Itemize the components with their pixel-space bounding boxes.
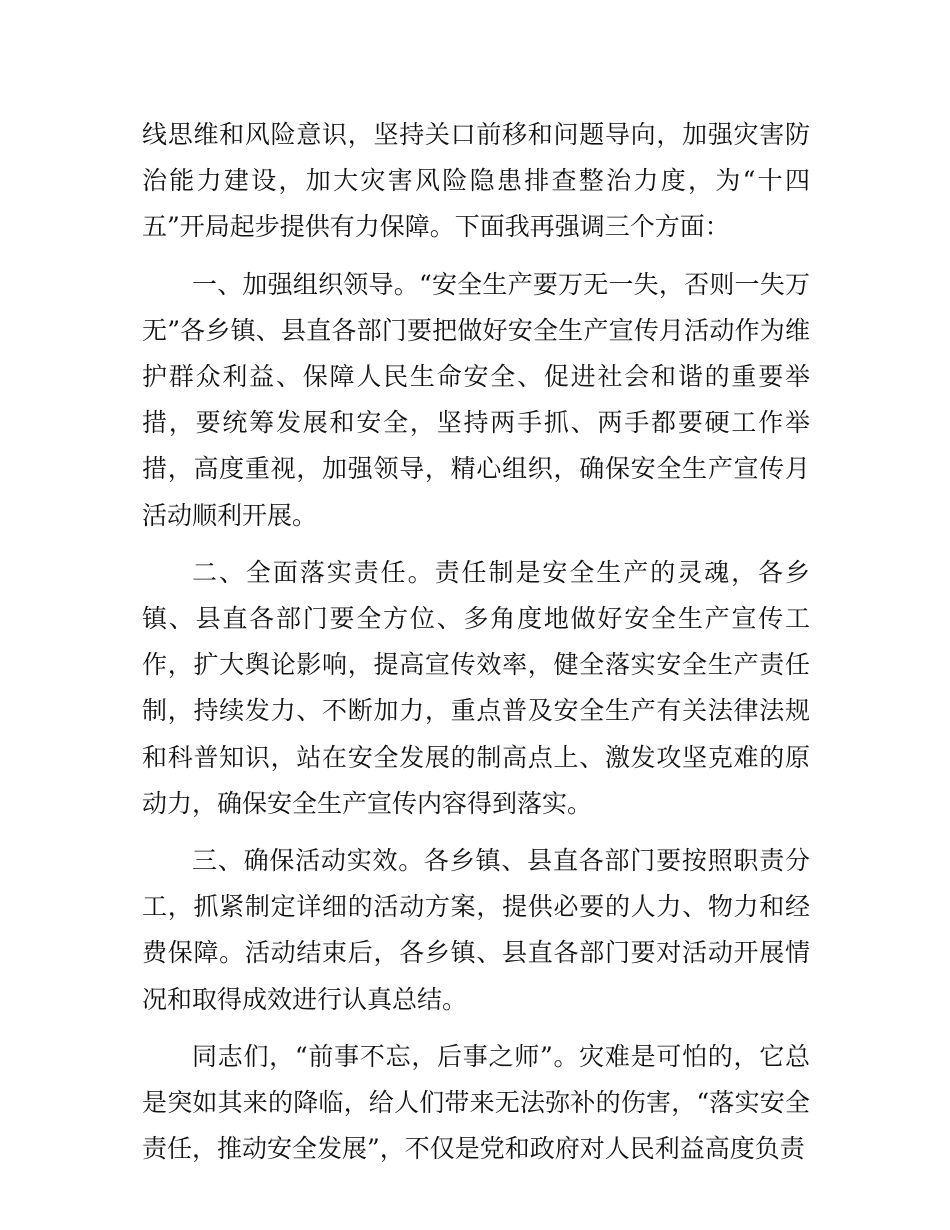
paragraph-responsibility: 二、全面落实责任。责任制是安全生产的灵魂，各乡镇、县直各部门要全方位、多角度地做好安全生产宣传工作，扩大舆论影响，提高宣传效率，健全落实安全生产责任制，持续发力、不断加力，重点普及安全生产有关法律法规和科普知识，站在安全发展的制高点上、激发攻坚克难的原动力，确保安全生产宣传内容得到落实。	[142, 557, 810, 818]
paragraph-effectiveness: 三、确保活动实效。各乡镇、县直各部门要按照职责分工，抓紧制定详细的活动方案，提供必要的人力、物力和经费保障。活动结束后，各乡镇、县直各部门要对活动开展情况和取得成效进行认真总结。	[142, 846, 810, 1014]
paragraph-continuation: 线思维和风险意识，坚持关口前移和问题导向，加强灾害防治能力建设，加大灾害风险隐患排查整治力度，为“十四五”开局起步提供有力保障。下面我再强调三个方面：	[142, 120, 810, 242]
paragraph-closing: 同志们，“前事不忘，后事之师”。灾难是可怕的，它总是突如其来的降临，给人们带来无法弥补的伤害，“落实安全责任，推动安全发展”，不仅是党和政府对人民利益高度负责	[142, 1041, 810, 1164]
document-body	[142, 112, 810, 1183]
paragraph-organization-leadership: 一、加强组织领导。“安全生产要万无一失，否则一失万无”各乡镇、县直各部门要把做好安全生产宣传月活动作为维护群众利益、保障人民生命安全、促进社会和谐的重要举措，要统筹发展和安全，坚持两手抓、两手都要硬工作举措，高度重视，加强领导，精心组织，确保安全生产宣传月活动顺利开展。	[142, 269, 810, 530]
